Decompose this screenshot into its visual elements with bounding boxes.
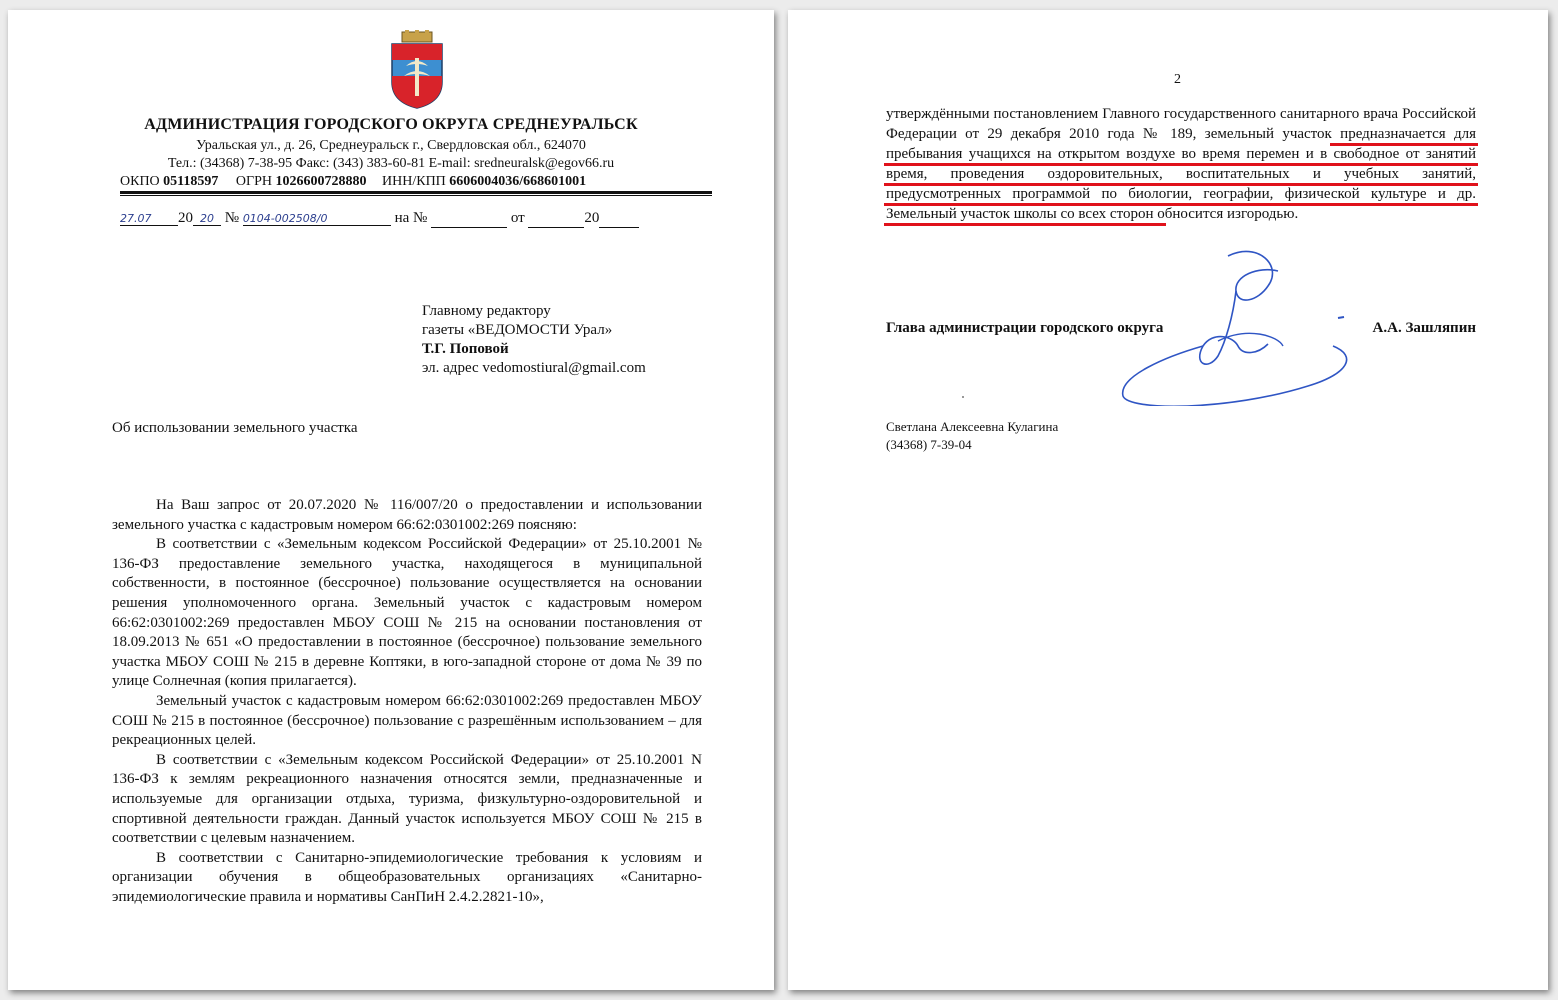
ref-year2-prefix: 20 xyxy=(584,210,600,226)
contact-block xyxy=(886,418,1058,454)
signer-title: Глава администрации городского округа xyxy=(886,320,1164,336)
recipient-block xyxy=(422,302,646,378)
scan-speck xyxy=(962,396,964,398)
red-underline xyxy=(884,163,1478,166)
paragraph: В соответствии с «Земельным кодексом Российской Федерации» от 25.10.2001 № 136-ФЗ предоставление земельного участка, находящегося в муниципальной собственности, в постоянное (бессрочное) пользование осуществляется на основании решения уполномоченного органа. Земельный участок с кадастровым номером 66:62:0301002:269 предоставлен МБОУ СОШ № 215 на основании постановления от 18.09.2013 № 651 «О предоставлении в постоянное (бессрочное) пользование земельного участка МБОУ СОШ № 215 в деревне Коптяки, в юго-западной стороне от дома № 39 по улице Солнечная (копия прилагается). xyxy=(112,536,702,690)
inn-label: ИНН/КПП xyxy=(382,174,446,189)
inn-value: 6606004036/668601001 xyxy=(449,174,587,189)
handwritten-signature xyxy=(1108,246,1368,406)
ref-year-handwritten: 20 xyxy=(193,212,221,226)
header-rule-thick xyxy=(120,191,712,194)
ref-number-handwritten: 0104-002508/0 xyxy=(243,212,391,226)
paragraph: На Ваш запрос от 20.07.2020 № 116/007/20 о предоставлении и использовании земельного участка с кадастровым номером 66:62:0301002:269 поясняю: xyxy=(112,497,702,533)
recipient-newspaper: газеты «ВЕДОМОСТИ Урал» xyxy=(422,322,613,338)
reference-line xyxy=(120,210,720,228)
contact-phone: (34368) 7-39-04 xyxy=(886,437,972,452)
organization-contacts: Тел.: (34368) 7-38-95 Факс: (343) 383-60-81 E-mail: sredneuralsk@egov66.ru xyxy=(167,156,615,171)
paragraph: В соответствии с Санитарно-эпидемиологические требования к условиям и организации обучения в общеобразовательных организациях «Санитарно-эпидемиологические правила и нормативы СанПиН 2.4.2.2821-10», xyxy=(112,849,702,905)
red-underline xyxy=(884,223,1166,226)
ref-in-reply-label: на № xyxy=(394,210,428,226)
okpo-value: 05118597 xyxy=(163,174,219,189)
letter-page-1 xyxy=(8,10,774,990)
ref-year-prefix: 20 xyxy=(178,210,193,226)
ref-number-label: № xyxy=(224,210,240,226)
ref-date-handwritten: 27.07 xyxy=(120,212,178,226)
red-underline xyxy=(1330,143,1478,146)
ogrn-value: 1026600728880 xyxy=(275,174,367,189)
red-underline xyxy=(884,183,1478,186)
recipient-position: Главному редактору xyxy=(422,303,551,319)
text-after-highlight: Земельный участок школы со всех сторон обносится изгородью. xyxy=(886,206,1299,222)
header-rule-thin xyxy=(120,195,712,196)
red-underline xyxy=(884,203,1478,206)
signer-name: А.А. Зашляпин xyxy=(1372,320,1476,336)
letter-page-2 xyxy=(788,10,1548,990)
ogrn-label: ОГРН xyxy=(235,174,273,189)
okpo-label: ОКПО xyxy=(120,174,160,189)
letter-body-page1 xyxy=(112,496,702,907)
highlighted-text: земельный участок предназначается для пребывания учащихся на открытом воздухе во время перемен и в свободное от занятий время, проведения оздоровительных, воспитательных и учебных занятий, предусмотренных программой по биологии, географии, физической культуре и др. xyxy=(886,126,1476,202)
paragraph: Земельный участок с кадастровым номером 66:62:0301002:269 предоставлен МБОУ СОШ № 215 в постоянное (бессрочное) пользование с разрешённым использованием – для рекреационных целей. xyxy=(112,692,702,749)
paragraph: В соответствии с «Земельным кодексом Российской Федерации» от 25.10.2001 N 136-ФЗ к землям рекреационного назначения относятся земли, предназначенные и используемые для организации отдыха, туризма, физкультурно-оздоровительной и спортивной деятельности граждан. Данный участок используется МБОУ СОШ № 215 в соответствии с целевым назначением. xyxy=(112,751,702,847)
letter-subject: Об использовании земельного участка xyxy=(112,420,358,436)
contact-name: Светлана Алексеевна Кулагина xyxy=(886,419,1059,434)
page-number: 2 xyxy=(1174,72,1181,87)
recipient-name: Т.Г. Поповой xyxy=(422,341,509,357)
ref-from-label: от xyxy=(510,210,525,226)
recipient-email: эл. адрес vedomostiural@gmail.com xyxy=(422,360,646,376)
organization-address: Уральская ул., д. 26, Среднеуральск г., Свердловская обл., 624070 xyxy=(196,138,586,153)
coat-of-arms-emblem xyxy=(386,30,448,110)
organization-codes xyxy=(120,174,710,190)
text-before-highlight: утверждёнными постановлением Главного государственного санитарного врача Российской Федерации от 29 декабря 2010 года № 189, xyxy=(886,106,1476,142)
organization-title: АДМИНИСТРАЦИЯ ГОРОДСКОГО ОКРУГА СРЕДНЕУРАЛЬСК xyxy=(144,116,638,133)
